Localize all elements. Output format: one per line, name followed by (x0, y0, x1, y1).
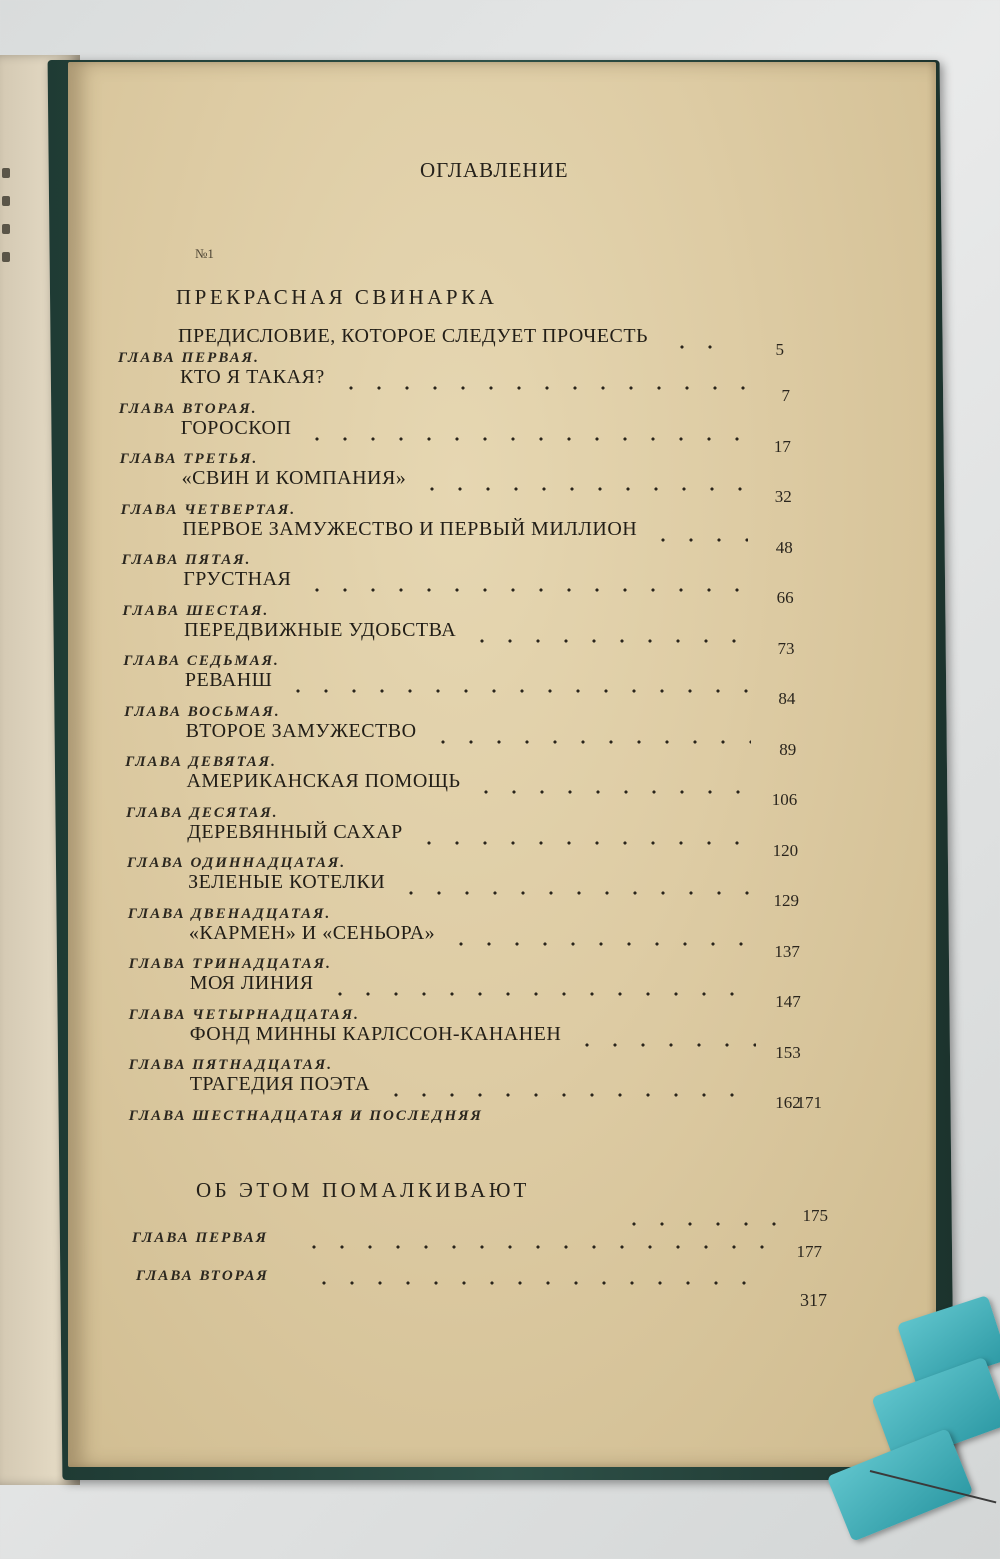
chapter-label: ГЛАВА ПЕРВАЯ. (118, 350, 260, 366)
chapter-label: ГЛАВА ВТОРАЯ. (118, 400, 258, 417)
dot-leader (300, 1245, 770, 1249)
chapter-title: ДЕРЕВЯННЫЙ САХАР (187, 820, 403, 843)
chapter-label: ГЛАВА ДВЕНАДЦАТАЯ. (127, 905, 332, 922)
chapter-label: ГЛАВА ШЕСТНАДЦАТАЯ И ПОСЛЕДНЯЯ (128, 1107, 483, 1124)
dot-leader (668, 345, 730, 349)
chapter-label: ГЛАВА ЧЕТВЕРТАЯ. (120, 501, 297, 518)
chapter-title: ВТОРОЕ ЗАМУЖЕСТВО (185, 719, 417, 742)
left-page-text-edge (0, 150, 14, 262)
chapter-label: ГЛАВА ТРИНАДЦАТАЯ. (128, 956, 332, 972)
chapter-title: АМЕРИКАНСКАЯ ПОМОЩЬ (186, 770, 461, 792)
chapter-label: ГЛАВА СЕДЬМАЯ. (123, 653, 280, 669)
chapter-label: ГЛАВА ТРЕТЬЯ. (119, 451, 259, 467)
chapter-label: ГЛАВА ДЕСЯТАЯ. (126, 804, 279, 821)
dot-leader (429, 740, 752, 744)
chapter-page: 7 (781, 386, 790, 405)
dot-leader (472, 790, 752, 794)
dot-leader (303, 437, 745, 441)
dot-leader (397, 891, 754, 895)
chapter-page: 17 (773, 436, 791, 456)
chapter-page: 177 (796, 1242, 822, 1261)
chapter-label: ГЛАВА ПЯТАЯ. (121, 552, 252, 568)
dot-leader (415, 841, 753, 845)
chapter-page: 48 (775, 537, 793, 557)
chapter-title: ГОРОСКОП (180, 416, 292, 439)
dot-leader (310, 1281, 770, 1285)
chapter-label: ГЛАВА ПЕРВАЯ (132, 1230, 269, 1246)
chapter-page: 137 (774, 941, 800, 961)
chapter-page: 147 (775, 992, 801, 1011)
dot-leader (418, 487, 746, 491)
part-mark: №1 (195, 246, 214, 261)
page-number: 317 (800, 1290, 827, 1310)
chapter-title: МОЯ ЛИНИЯ (189, 972, 314, 994)
dot-leader (303, 588, 748, 592)
chapter-title: ТРАГЕДИЯ ПОЭТА (189, 1073, 370, 1095)
chapter-page: 171 (796, 1092, 822, 1112)
chapter-title: ПЕРЕДВИЖНЫЕ УДОБСТВА (184, 618, 457, 641)
part-title: ОБ ЭТОМ ПОМАЛКИВАЮТ (196, 1178, 530, 1202)
chapter-page: 89 (779, 739, 797, 759)
chapter-page: 73 (777, 638, 795, 658)
chapter-page: 153 (775, 1042, 801, 1062)
chapter-title: «СВИН И КОМПАНИЯ» (181, 467, 407, 489)
chapter-page: 120 (772, 840, 799, 860)
chapter-label: ГЛАВА ВОСЬМАЯ. (124, 703, 281, 720)
part-title: ПРЕКРАСНАЯ СВИНАРКА (176, 285, 498, 309)
dot-leader (468, 639, 749, 643)
chapter-page: 32 (774, 487, 792, 506)
chapter-title: ПЕРВОЕ ЗАМУЖЕСТВО И ПЕРВЫЙ МИЛЛИОН (182, 517, 638, 540)
dot-leader (620, 1222, 780, 1226)
chapter-label: ГЛАВА ЧЕТЫРНАДЦАТАЯ. (128, 1006, 360, 1023)
chapter-label: ГЛАВА ШЕСТАЯ. (122, 602, 270, 619)
dot-leader (447, 942, 755, 946)
chapter-page: 66 (776, 588, 794, 607)
toc-heading: ОГЛАВЛЕНИЕ (420, 158, 569, 182)
chapter-title: РЕВАНШ (184, 669, 273, 691)
dot-leader (284, 689, 750, 693)
chapter-title: КТО Я ТАКАЯ? (180, 366, 325, 388)
chapter-label: ГЛАВА ПЯТНАДЦАТАЯ. (128, 1057, 334, 1073)
part-page: 175 (802, 1206, 828, 1225)
dot-leader (382, 1093, 756, 1097)
preface-title: ПРЕДИСЛОВИЕ, КОТОРОЕ СЛЕДУЕТ ПРОЧЕСТЬ (178, 325, 649, 347)
chapter-label: ГЛАВА ВТОРАЯ (136, 1268, 269, 1284)
chapter-page: 162 (775, 1093, 801, 1112)
chapter-page: 129 (773, 891, 799, 910)
chapter-title: «КАРМЕН» И «СЕНЬОРА» (188, 921, 436, 944)
chapter-page: 84 (778, 689, 796, 708)
preface-page: 5 (775, 340, 784, 359)
chapter-title: ФОНД МИННЫ КАРЛССОН-КАНАНЕН (189, 1022, 562, 1045)
dot-leader (326, 992, 756, 996)
chapter-title: ЗЕЛЕНЫЕ КОТЕЛКИ (188, 871, 386, 893)
dot-leader (573, 1043, 755, 1047)
chapter-label: ГЛАВА ДЕВЯТАЯ. (125, 754, 277, 770)
chapter-page: 106 (771, 790, 798, 809)
dot-leader (337, 386, 745, 390)
chapter-title: ГРУСТНАЯ (183, 568, 292, 590)
chapter-label: ГЛАВА ОДИННАДЦАТАЯ. (127, 855, 347, 871)
